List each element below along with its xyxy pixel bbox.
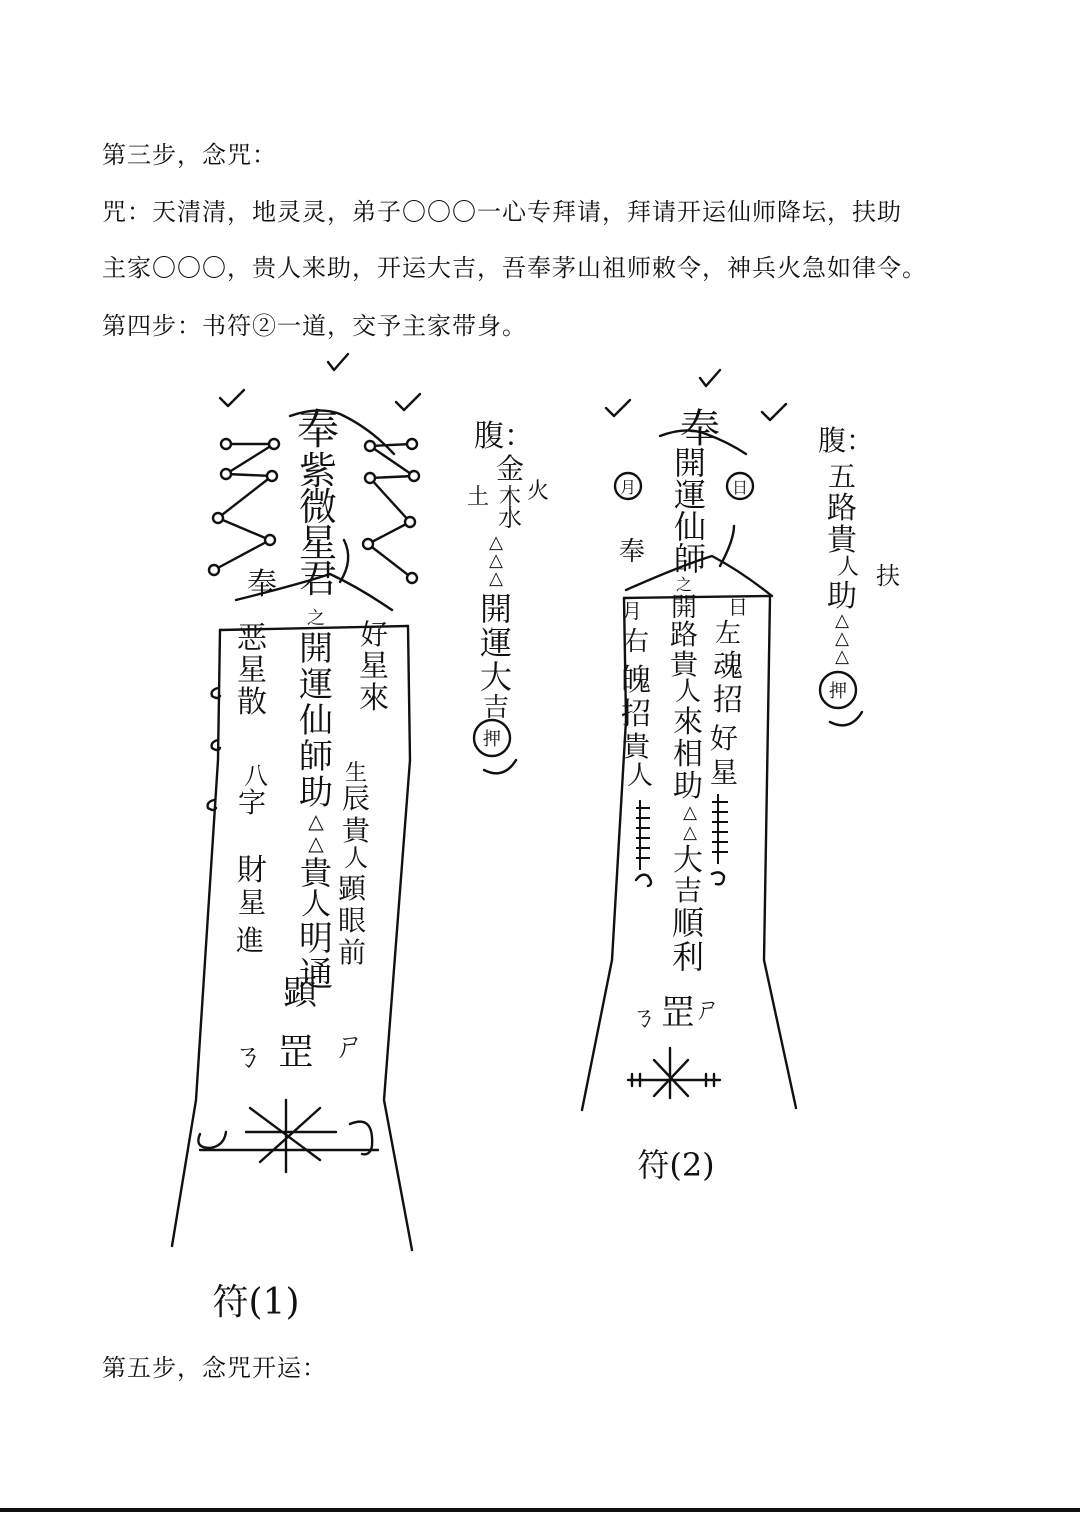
talisman-1-glyph: 吉: [482, 693, 510, 723]
talisman-2-body-left: [621, 599, 653, 791]
talisman-2-glyph: 五: [827, 460, 857, 493]
talisman-2-glyph: 助: [827, 579, 857, 614]
talisman-2-side-stamp: 押: [829, 681, 847, 702]
talisman-1-element-metal: 金: [495, 452, 525, 485]
talisman-1-glyph: △: [308, 831, 324, 855]
talisman-2-glyph: △: [835, 628, 849, 649]
talisman-1-glyph: 貴: [341, 814, 371, 847]
talisman-1-glyph: 顕: [283, 973, 317, 1013]
talisman-1-glyph: △: [489, 568, 503, 589]
talisman-2-glyph: 日: [728, 595, 748, 619]
talisman-1-glyph: 運: [299, 665, 333, 705]
talisman-1-glyph: △: [489, 532, 503, 553]
talisman-1-glyph: 字: [237, 786, 267, 819]
talisman-2-glyph: 順: [671, 904, 705, 942]
talisman-2-central-column: [674, 444, 706, 578]
talisman-1-glyph: 人: [301, 887, 331, 922]
talisman-2-glyph: 運: [673, 476, 707, 514]
talisman-drawing: [0, 340, 1080, 1340]
talisman-1-glyph: 恶: [237, 621, 267, 656]
talisman-1-glyph: 生: [344, 761, 368, 786]
talisman-1-glyph: 顕: [337, 872, 367, 905]
talisman-2-seal-left: ㄋ: [630, 1003, 658, 1033]
talisman-1-glyph: 進: [235, 924, 265, 957]
talisman-1-glyph: 運: [479, 624, 513, 662]
talisman-2-glyph: 路: [669, 618, 699, 651]
talisman-2-side-column: [827, 460, 859, 667]
talisman-1-seal-right: ㄕ: [335, 1029, 365, 1064]
bottom-rule: [0, 1508, 1080, 1512]
talisman-2-glyph: 之: [675, 575, 693, 594]
talisman-2-caption: 符(2): [637, 1146, 715, 1184]
talisman-1-left-small: 奉: [247, 567, 277, 602]
talisman-1-caption: 符(1): [212, 1282, 300, 1323]
talisman-1-glyph: 眼: [337, 904, 367, 937]
talisman-2-glyph: 人: [626, 761, 654, 791]
talisman-2-left-small: 奉: [618, 537, 646, 567]
talisman-1-body-right-top: [359, 618, 389, 716]
check-mark-icon: [328, 354, 348, 370]
talisman-1-glyph: 微: [298, 485, 338, 529]
spell-line-2: 主家〇〇〇，贵人来助，开运大吉，吾奉茅山祖师敕令，神兵火急如律令。: [102, 254, 927, 282]
talisman-2-glyph: 路: [827, 491, 857, 526]
check-mark-icon: [220, 390, 244, 406]
talisman-1-body-right-bottom: [338, 761, 372, 969]
talisman-1-element-water: 水: [498, 504, 522, 532]
step5-heading: 第五步，念咒开运：: [102, 1354, 327, 1382]
talisman-2-glyph: △: [835, 610, 849, 631]
talisman-1-glyph: 人: [344, 844, 368, 872]
talisman-2-glyph: 開: [670, 593, 698, 623]
talisman-2-body-center: [670, 575, 705, 976]
talisman-1-glyph: 開: [479, 590, 513, 628]
talisman-2-glyph: 魂: [713, 649, 743, 684]
check-mark-icon: [700, 370, 720, 386]
talisman-2-glyph: 相: [673, 737, 703, 772]
talisman-1-glyph: 明: [299, 919, 333, 959]
talisman-2-seal-right: ㄕ: [694, 995, 722, 1025]
talisman-1-glyph: 星: [298, 521, 338, 565]
talisman-2-glyph: 貴: [827, 523, 857, 558]
talisman-1-element-fire: 火: [526, 479, 550, 504]
talisman-1-glyph: 之: [307, 608, 325, 629]
talisman-1-glyph: 師: [299, 737, 333, 777]
talisman-2-sun: 日: [731, 478, 749, 497]
talisman-1-glyph: △: [308, 809, 324, 833]
check-mark-icon: [762, 404, 786, 420]
talisman-2-glyph: 星: [709, 756, 739, 789]
talisman-1-body-left-top: [237, 621, 268, 720]
talisman-1-element-wood: 木: [498, 485, 522, 510]
step3-heading: 第三步，念咒：: [102, 141, 277, 169]
talisman-1-glyph: △: [489, 550, 503, 571]
talisman-2-glyph: 好: [709, 722, 739, 755]
talisman-2-body-right: [710, 595, 748, 789]
talisman-1-glyph: 來: [359, 681, 389, 716]
talisman-1-seal: 罡: [277, 1032, 315, 1073]
talisman-2-glyph: 大: [673, 843, 703, 878]
talisman-1-glyph: 開: [299, 629, 333, 669]
check-mark-icon: [606, 400, 630, 416]
talisman-2-glyph: 招: [713, 683, 743, 718]
talisman-2-glyph: 利: [671, 938, 705, 976]
talisman-1-glyph: 辰: [341, 782, 371, 815]
talisman-1-glyph: 大: [479, 658, 513, 696]
check-mark-icon: [396, 394, 420, 410]
talisman-2-glyph: 人: [674, 677, 702, 707]
talisman-2-glyph: 助: [673, 769, 703, 804]
talisman-2-glyph: 師: [673, 540, 707, 578]
talisman-1-side-label: 腹：: [474, 419, 534, 454]
talisman-1-body-left-bottom: [236, 762, 268, 957]
talisman-2-top-char: 奉: [680, 406, 720, 452]
talisman-2-glyph: 月: [622, 599, 642, 623]
talisman-2-glyph: 開: [673, 444, 707, 482]
talisman-2-glyph: △: [683, 822, 697, 843]
talisman-2-side-note: 扶: [876, 562, 900, 590]
talisman-2-moon: 月: [619, 478, 637, 497]
talisman-1-body-center: [283, 608, 334, 1013]
talisman-1-element-earth: 土: [466, 485, 490, 510]
talisman-2-glyph: 右: [622, 627, 650, 657]
talisman-1-glyph: 前: [337, 936, 367, 969]
talisman-1-glyph: 星: [237, 653, 267, 688]
talisman-1-glyph: 通: [299, 955, 333, 995]
talisman-2-glyph: 吉: [673, 874, 703, 907]
talisman-1-glyph: 助: [299, 773, 333, 813]
talisman-2-glyph: 人: [836, 555, 860, 580]
talisman-1-central-column: [299, 449, 337, 601]
talisman-1-glyph: 財: [237, 853, 267, 888]
talisman-2-glyph: 招: [621, 697, 651, 732]
talisman-2-glyph: 魄: [621, 663, 651, 698]
talisman-2-seal: 罡: [661, 993, 695, 1033]
talisman-1-glyph: 散: [237, 685, 267, 720]
talisman-1-glyph: 好: [359, 618, 389, 651]
talisman-1-glyph: 星: [359, 649, 389, 684]
talisman-2-glyph: △: [835, 646, 849, 667]
talisman-1-glyph: 八: [244, 762, 268, 790]
talisman-1-glyph: 紫: [298, 449, 338, 493]
talisman-2-glyph: 左: [714, 619, 742, 649]
talisman-2-glyph: 貴: [621, 730, 651, 763]
talisman-2-glyph: 貴: [669, 648, 699, 681]
talisman-2-glyph: 來: [673, 705, 703, 740]
talisman-1-seal-left: ㄋ: [233, 1039, 263, 1074]
spell-line-1: 咒：天清清，地灵灵，弟子〇〇〇一心专拜请，拜请开运仙师降坛，扶助: [102, 198, 902, 226]
talisman-2-glyph: 仙: [673, 508, 707, 546]
talisman-1-side-stamp: 押: [483, 729, 501, 750]
talisman-1-glyph: 星: [237, 886, 267, 919]
talisman-2-side-label: 腹：: [817, 424, 875, 457]
talisman-1-top-char: 奉: [296, 405, 340, 454]
talisman-1-glyph: 貴: [299, 854, 333, 892]
talisman-1-glyph: 仙: [299, 701, 333, 741]
step4-heading: 第四步：书符②一道，交予主家带身。: [102, 312, 527, 340]
talisman-1-side-column: [480, 532, 512, 723]
talisman-2-glyph: △: [683, 802, 697, 823]
talisman-1-glyph: 君: [298, 557, 338, 601]
